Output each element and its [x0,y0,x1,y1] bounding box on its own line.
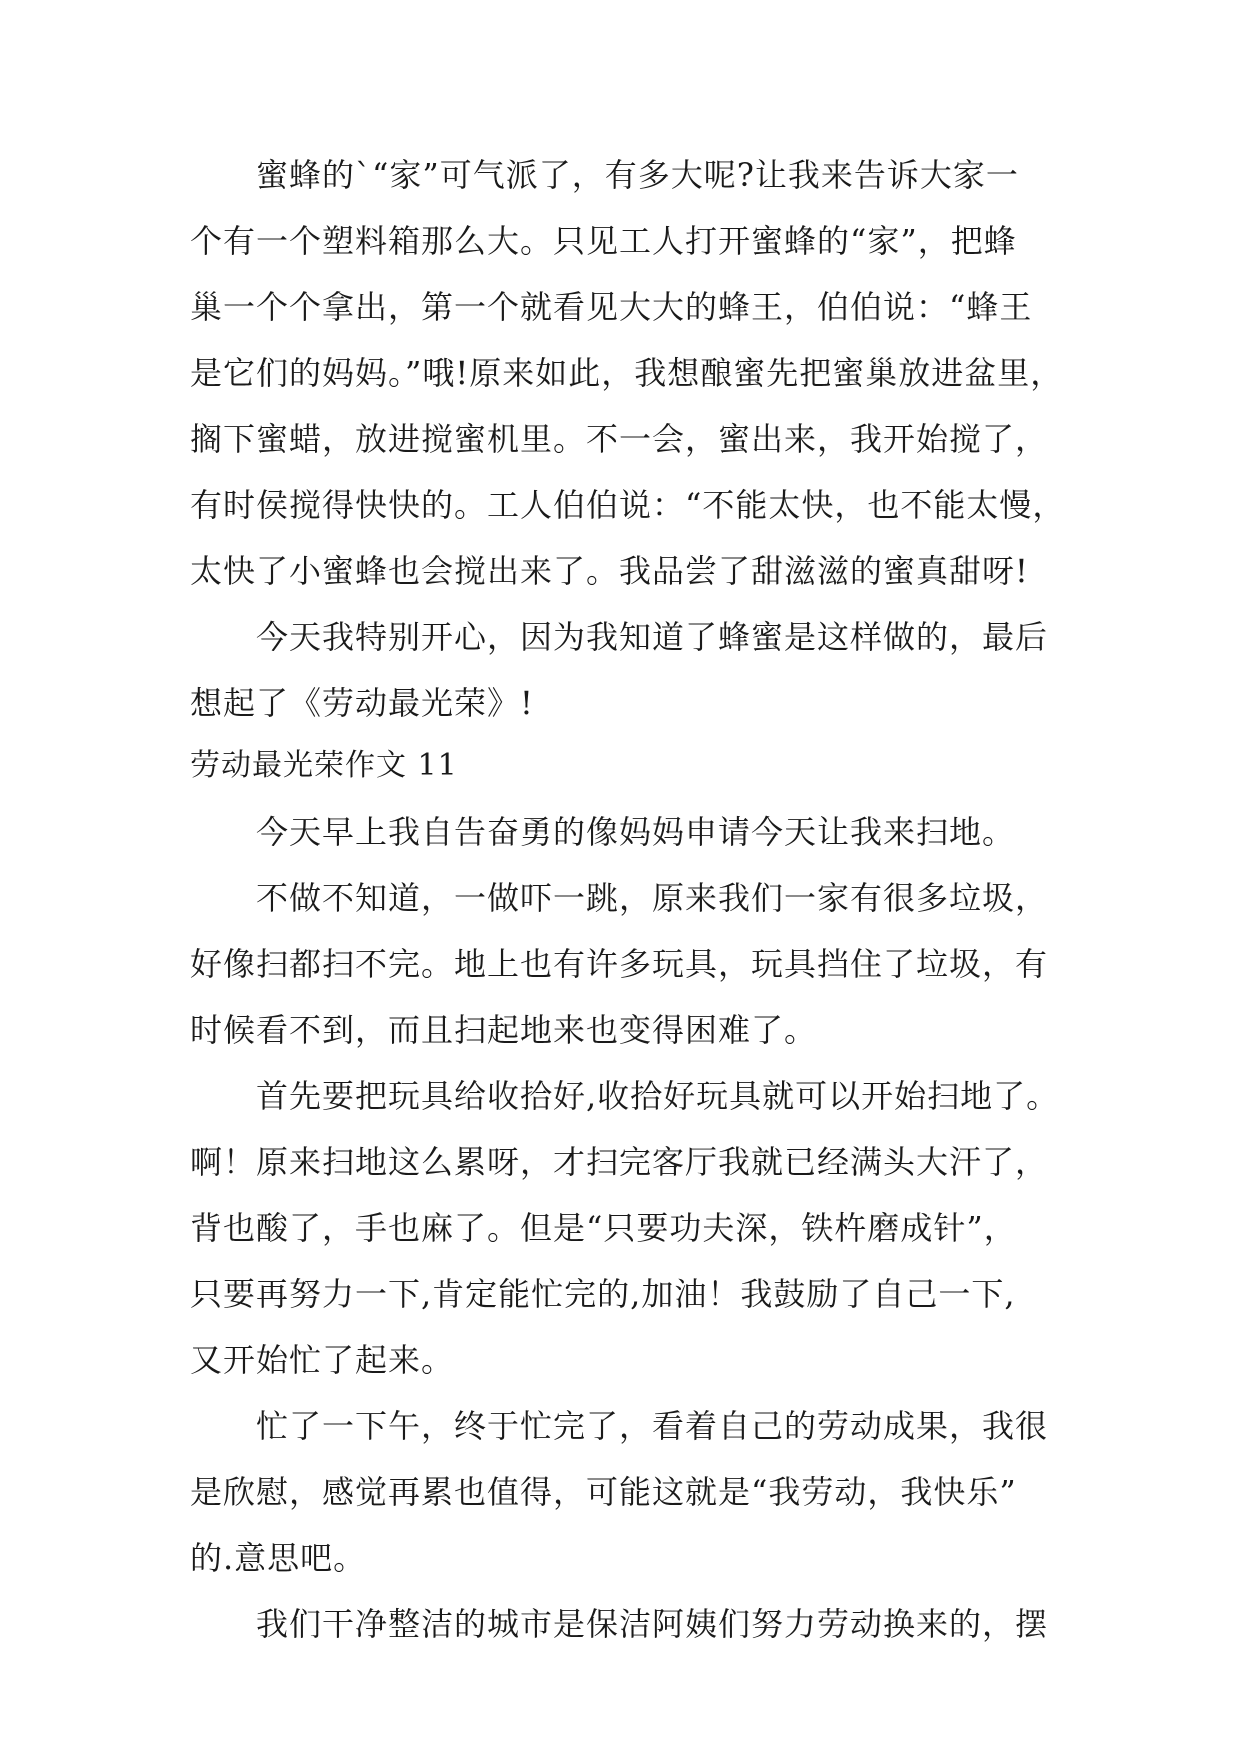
section1-paragraph2 [190,604,1070,736]
section1-paragraph1 [190,142,1070,604]
text-line: 个有一个塑料箱那么大。只见工人打开蜜蜂的“家”，把蜂 [190,222,1017,260]
text-line: 不做不知道，一做吓一跳，原来我们一家有很多垃圾， [256,879,1049,917]
text-line: 是欣慰，感觉再累也值得，可能这就是“我劳动，我快乐” [190,1473,1017,1511]
text-line: 蜜蜂的`“家”可气派了，有多大呢?让我来告诉大家一 [256,156,1019,194]
section-title: 劳动最光荣作文 11 [190,748,458,783]
text-line: 巢一个个拿出，第一个就看见大大的蜂王，伯伯说：“蜂王 [190,288,1033,326]
text-line: 太快了小蜜蜂也会搅出来了。我品尝了甜滋滋的蜜真甜呀! [190,552,1029,590]
section2-paragraph4 [190,1393,1070,1591]
text-line: 我们干净整洁的城市是保洁阿姨们努力劳动换来的，摆 [256,1605,1049,1643]
text-line: 啊！原来扫地这么累呀，才扫完客厅我就已经满头大汗了， [190,1143,1049,1181]
text-line: 有时侯搅得快快的。工人伯伯说：“不能太快，也不能太慢， [190,486,1066,524]
text-line: 只要再努力一下,肯定能忙完的,加油！我鼓励了自己一下, [190,1275,1016,1313]
text-line: 首先要把玩具给收拾好,收拾好玩具就可以开始扫地了。 [256,1077,1060,1115]
section2-paragraph3 [190,1063,1070,1393]
text-line: 忙了一下午，终于忙完了，看着自己的劳动成果，我很 [256,1407,1049,1445]
text-line: 好像扫都扫不完。地上也有许多玩具，玩具挡住了垃圾，有 [190,945,1049,983]
text-line: 时候看不到，而且扫起地来也变得困难了。 [190,1011,818,1049]
text-line: 又开始忙了起来。 [190,1341,455,1379]
text-line: 今天我特别开心，因为我知道了蜂蜜是这样做的，最后 [256,618,1049,656]
text-line: 背也酸了，手也麻了。但是“只要功夫深，铁杵磨成针”， [190,1209,1017,1247]
section2-paragraph2 [190,865,1070,1063]
section2-paragraph5 [190,1591,1070,1657]
text-line: 搁下蜜蜡，放进搅蜜机里。不一会，蜜出来，我开始搅了， [190,420,1049,458]
text-line: 今天早上我自告奋勇的像妈妈申请今天让我来扫地。 [256,813,1016,851]
text-line: 的.意思吧。 [190,1539,367,1577]
section2-paragraph1 [190,799,1070,865]
text-line: 是它们的妈妈。”哦!原来如此，我想酿蜜先把蜜巢放进盆里， [190,354,1064,392]
text-line: 想起了《劳动最光荣》! [190,684,534,722]
